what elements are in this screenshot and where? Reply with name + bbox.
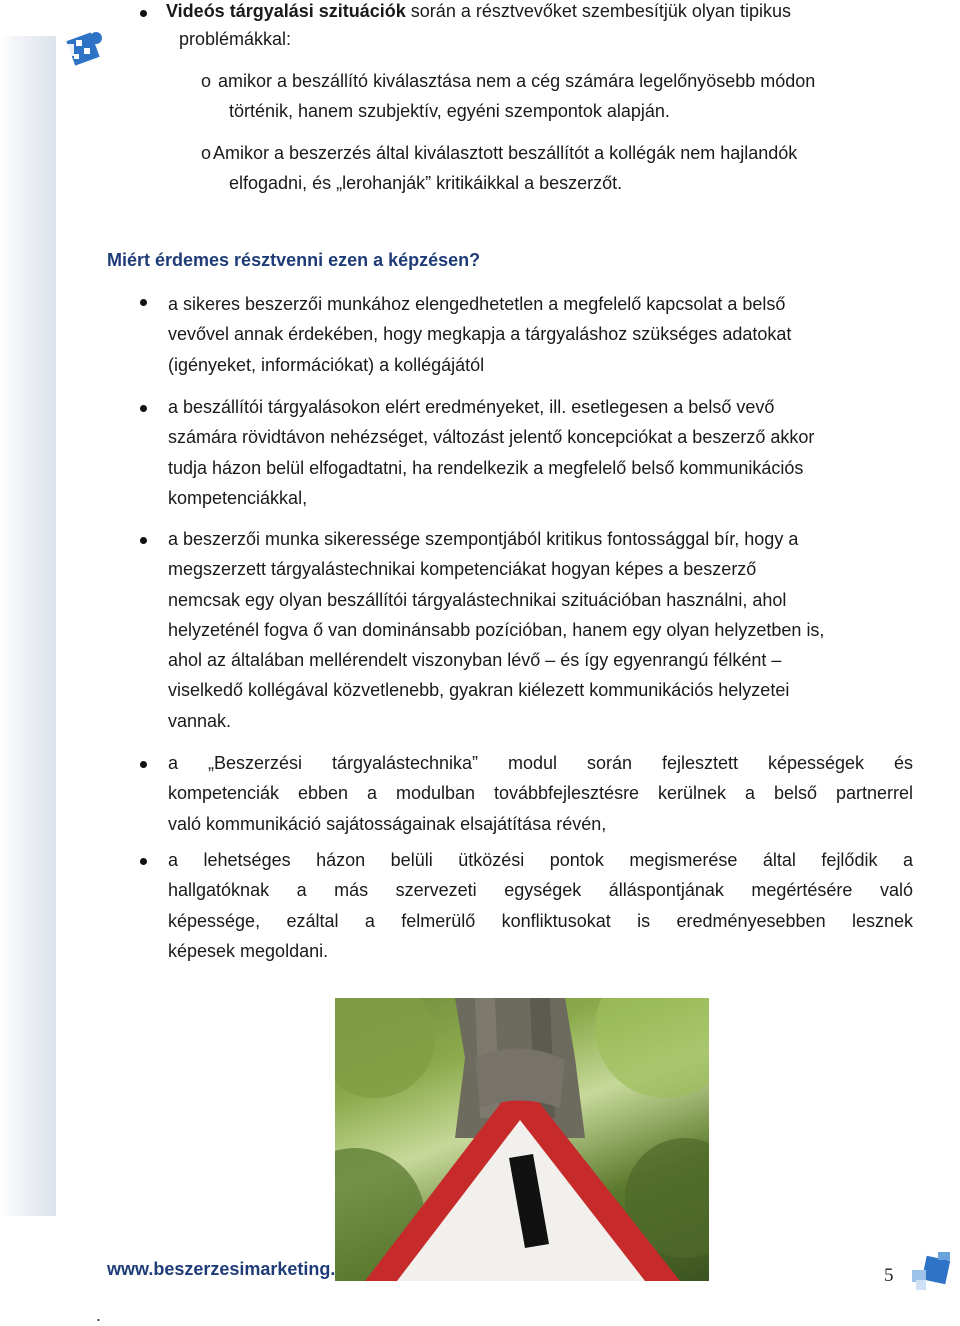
bullet-3-line: helyzeténél fogva ő van dominánsabb pozícióban, hanem egy olyan helyzetben is, (168, 619, 825, 640)
bullet-icon (140, 858, 147, 865)
bullet-2-line: tudja házon belül elfogadtatni, ha rendelkezik a megfelelő belső kommunikációs (168, 457, 804, 478)
intro-line-1 (166, 0, 791, 24)
bullet-1-text (168, 289, 873, 380)
bullet-3-line: ahol az általában mellérendelt viszonyban lévő – és így egyenrangú félként – (168, 650, 782, 671)
warning-sign-tree-photo (335, 998, 709, 1281)
bullet-icon (140, 299, 147, 306)
bullet-2-line: számára rövidtávon nehézséget, változást jelentő koncepciókat a beszerző akkor (168, 427, 815, 448)
page-number: 5 (884, 1265, 894, 1286)
bullet-2-line: kompetenciákkal, (168, 487, 308, 508)
bullet-4-line: a „Beszerzési tárgyalástechnika” modul során fejlesztett képességek és (168, 753, 913, 773)
intro-text: során a résztvevőket szembesítjük olyan tipikus (410, 1, 791, 21)
bullet-3-line: nemcsak egy olyan beszállítói tárgyalástechnikai szituációban használni, ahol (168, 589, 787, 610)
puzzle-logo-icon (912, 1250, 954, 1290)
bullet-3-line: vannak. (168, 710, 232, 731)
left-decorative-band (0, 36, 56, 1216)
bullet-icon (140, 10, 147, 17)
intro-line-2: problémákkal: (179, 29, 292, 49)
bullet-icon (140, 405, 147, 412)
bullet-3-line: viselkedő kollégával közvetlenebb, gyakran kiélezett kommunikációs helyzetei (168, 680, 790, 701)
footer-trailing-dot: . (96, 1305, 102, 1325)
bullet-5-line: a lehetséges házon belüli ütközési pontok megismerése által fejlődik a (168, 850, 913, 870)
sub-item-marker: o (201, 143, 212, 163)
intro-bold-phrase: Videós tárgyalási szituációk (166, 1, 406, 21)
puzzle-logo-icon (62, 26, 108, 68)
bullet-5-line: képessége, ezáltal a felmerülő konfliktusokat is eredményesebben lesznek (168, 910, 913, 931)
footer-website-link[interactable]: www.beszerzesimarketing. (107, 1259, 336, 1279)
bullet-1-line: a sikeres beszerzői munkához elengedhetetlen a megfelelő kapcsolat a belső (168, 294, 786, 314)
bullet-5-line: képesek megoldani. (168, 940, 329, 961)
bullet-3-line: a beszerzői munka sikeressége szempontjából kritikus fontossággal bír, hogy a (168, 529, 799, 549)
sub-item-2-line-2: elfogadni, és „lerohanják” kritikáikkal a beszerzőt. (229, 173, 623, 193)
sub-item-2-line-1: Amikor a beszerzés által kiválasztott beszállítót a kollégák nem hajlandók (213, 143, 798, 163)
bullet-5-line: hallgatóknak a más szervezeti egységek álláspontjának megértésére való (168, 880, 913, 901)
bullet-4-line: kompetenciák ebben a modulban továbbfejlesztésre kerülnek a belső partnerrel (168, 783, 913, 804)
bullet-icon (140, 761, 147, 768)
bullet-1-line: vevővel annak érdekében, hogy megkapja a tárgyaláshoz szükséges adatokat (168, 324, 792, 345)
bullet-3-text (168, 524, 913, 736)
section-heading: Miért érdemes résztvenni ezen a képzésen? (107, 250, 481, 270)
sub-item-marker: o (201, 71, 212, 91)
warning-sign-illustration (335, 998, 709, 1281)
sub-item-1-line-2: történik, hanem szubjektív, egyéni szempontok alapján. (229, 101, 670, 121)
bullet-1-line: (igényeket, információkat) a kollégájától (168, 354, 485, 375)
bullet-2-text (168, 392, 898, 513)
bullet-icon (140, 537, 147, 544)
bullet-2-line: a beszállítói tárgyalásokon elért eredményeket, ill. esetlegesen a belső vevő (168, 397, 775, 417)
bullet-3-line: megszerzett tárgyalástechnikai kompetenciákat hogyan képes a beszerző (168, 559, 757, 580)
bullet-4-text (168, 748, 913, 839)
bullet-5-text (168, 845, 913, 966)
sub-item-1-line-1: amikor a beszállító kiválasztása nem a cég számára legelőnyösebb módon (218, 71, 816, 91)
bullet-4-line: való kommunikáció sajátosságainak elsajátítása révén, (168, 813, 607, 834)
